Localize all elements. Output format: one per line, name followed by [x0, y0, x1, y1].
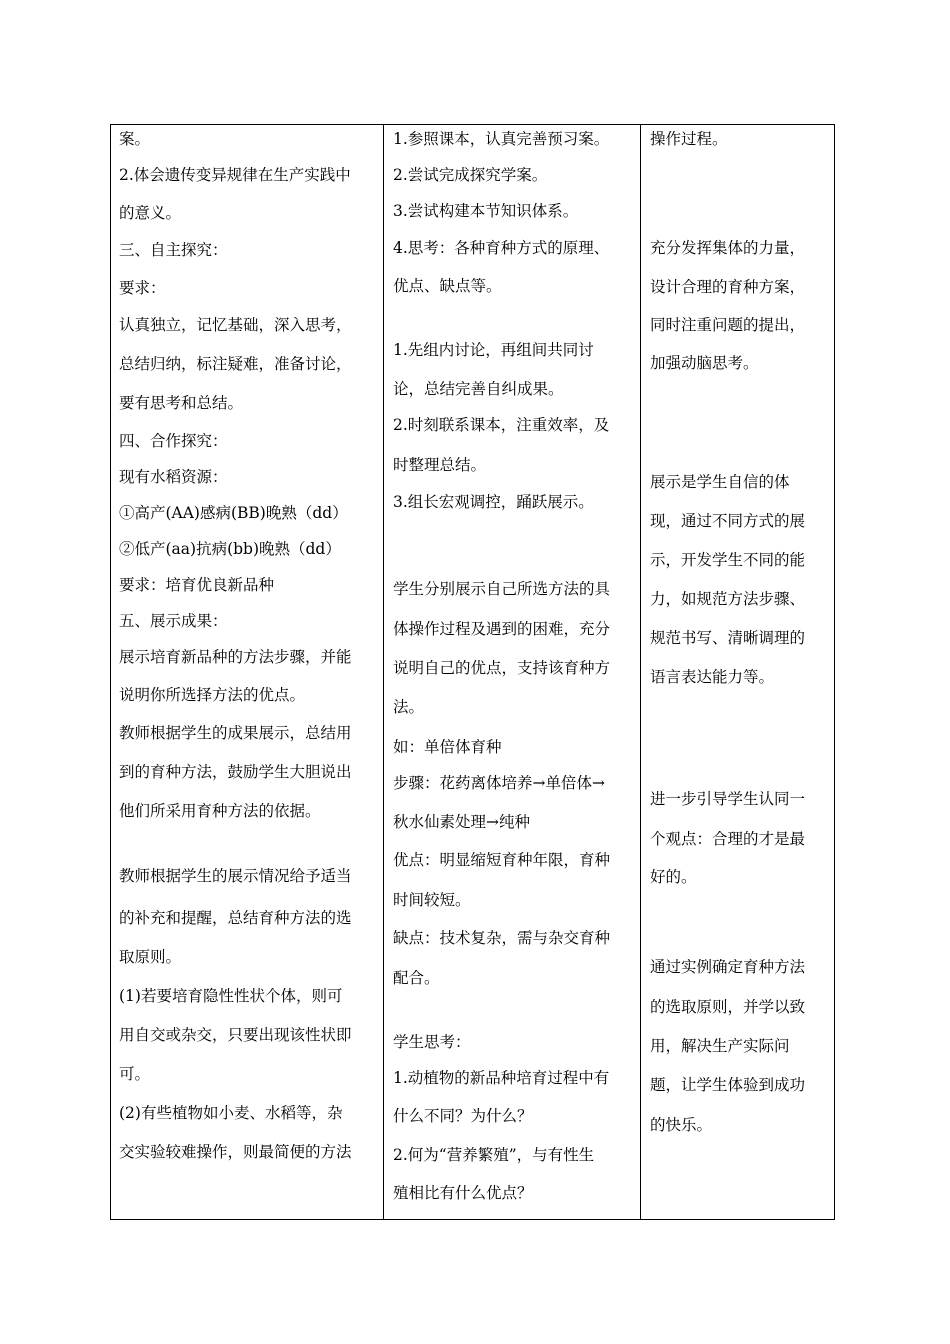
- text-line: 3.尝试构建本节知识体系。: [393, 202, 579, 220]
- text-line: 力，如规范方法步骤、: [650, 590, 806, 608]
- text-line: 学生分别展示自己所选方法的具: [393, 580, 611, 598]
- text-line: 缺点：技术复杂，需与杂交育种: [393, 929, 611, 947]
- text-line: 题，让学生体验到成功: [650, 1076, 806, 1094]
- text-line: 规范书写、清晰调理的: [650, 629, 806, 647]
- text-line: 1.参照课本，认真完善预习案。: [393, 130, 610, 148]
- text-line: 殖相比有什么优点？: [393, 1184, 533, 1202]
- text-line: 操作过程。: [650, 130, 728, 148]
- text-line: 说明你所选择方法的优点。: [119, 686, 306, 704]
- text-line: 取原则。: [119, 948, 182, 966]
- text-line: 要有思考和总结。: [119, 394, 244, 412]
- text-line: 的补充和提醒，总结育种方法的选: [119, 909, 352, 927]
- text-line: 案。: [119, 130, 151, 148]
- text-line: 如：单倍体育种: [393, 738, 502, 756]
- student-activity-column: [384, 125, 641, 1220]
- text-line: 总结归纳，标注疑难，准备讨论，: [119, 355, 352, 373]
- text-line: 2.尝试完成探究学案。: [393, 166, 548, 184]
- table-row: [111, 125, 835, 1220]
- text-line: 进一步引导学生认同一: [650, 790, 806, 808]
- text-line: 三、自主探究：: [119, 241, 228, 259]
- text-line: 用自交或杂交，只要出现该性状即: [119, 1026, 352, 1044]
- text-line: 示，开发学生不同的能: [650, 551, 806, 569]
- text-line: 的快乐。: [650, 1116, 713, 1134]
- text-line: 时间较短。: [393, 891, 471, 909]
- lesson-plan-table: [110, 124, 835, 1220]
- text-line: 展示是学生自信的体: [650, 473, 790, 491]
- text-line: 步骤：花药离体培养→单倍体→: [393, 774, 605, 792]
- text-line: 认真独立，记忆基础，深入思考，: [119, 316, 352, 334]
- text-line: 时整理总结。: [393, 456, 487, 474]
- text-line: 同时注重问题的提出，: [650, 316, 806, 334]
- text-line: 什么不同？为什么？: [393, 1107, 533, 1125]
- text-line: 2.何为“营养繁殖”，与有性生: [393, 1146, 595, 1164]
- text-line: 学生思考：: [393, 1033, 471, 1051]
- text-line: 交实验较难操作，则最简便的方法: [119, 1143, 352, 1161]
- text-line: 可。: [119, 1065, 151, 1083]
- text-line: 个观点：合理的才是最: [650, 830, 806, 848]
- column-text: [641, 125, 834, 1219]
- text-line: 通过实例确定育种方法: [650, 958, 806, 976]
- text-line: 设计合理的育种方案，: [650, 278, 806, 296]
- text-line: 加强动脑思考。: [650, 354, 759, 372]
- text-line: 充分发挥集体的力量，: [650, 239, 806, 257]
- text-line: 好的。: [650, 868, 697, 886]
- text-line: 用，解决生产实际问: [650, 1037, 790, 1055]
- text-line: 要求：: [119, 279, 166, 297]
- design-intent-column: [641, 125, 835, 1220]
- text-line: 2.体会遗传变异规律在生产实践中: [119, 166, 351, 184]
- text-line: 四、合作探究：: [119, 432, 228, 450]
- column-text: [384, 125, 640, 1219]
- text-line: 展示培育新品种的方法步骤，并能: [119, 648, 352, 666]
- text-line: (1)若要培育隐性性状个体，则可: [119, 987, 343, 1005]
- text-line: 的意义。: [119, 204, 182, 222]
- text-line: ②低产(aa)抗病(bb)晚熟（dd）: [119, 540, 341, 558]
- column-text: [111, 125, 383, 1219]
- text-line: 说明自己的优点，支持该育种方: [393, 659, 611, 677]
- text-line: 要求：培育优良新品种: [119, 576, 275, 594]
- text-line: 语言表达能力等。: [650, 668, 775, 686]
- text-line: 论，总结完善自纠成果。: [393, 380, 564, 398]
- text-line: 配合。: [393, 969, 440, 987]
- text-line: 现有水稻资源：: [119, 468, 228, 486]
- text-line: 到的育种方法，鼓励学生大胆说出: [119, 763, 352, 781]
- text-line: (2)有些植物如小麦、水稻等，杂: [119, 1104, 343, 1122]
- text-line: 3.组长宏观调控，踊跃展示。: [393, 493, 594, 511]
- text-line: 优点：明显缩短育种年限，育种: [393, 851, 611, 869]
- text-line: 4.思考：各种育种方式的原理、: [393, 239, 610, 257]
- text-line: 2.时刻联系课本，注重效率，及: [393, 416, 610, 434]
- text-line: 他们所采用育种方法的依据。: [119, 802, 321, 820]
- text-line: 教师根据学生的展示情况给予适当: [119, 867, 352, 885]
- text-line: 教师根据学生的成果展示，总结用: [119, 724, 352, 742]
- text-line: 优点、缺点等。: [393, 277, 502, 295]
- text-line: 的选取原则，并学以致: [650, 998, 806, 1016]
- text-line: 现，通过不同方式的展: [650, 512, 806, 530]
- text-line: 法。: [393, 698, 425, 716]
- text-line: 五、展示成果：: [119, 612, 228, 630]
- teacher-activity-column: [111, 125, 384, 1220]
- text-line: 体操作过程及遇到的困难，充分: [393, 620, 611, 638]
- text-line: ①高产(AA)感病(BB)晚熟（dd）: [119, 504, 348, 522]
- text-line: 秋水仙素处理→纯种: [393, 813, 530, 831]
- text-line: 1.动植物的新品种培育过程中有: [393, 1069, 610, 1087]
- text-line: 1.先组内讨论，再组间共同讨: [393, 341, 594, 359]
